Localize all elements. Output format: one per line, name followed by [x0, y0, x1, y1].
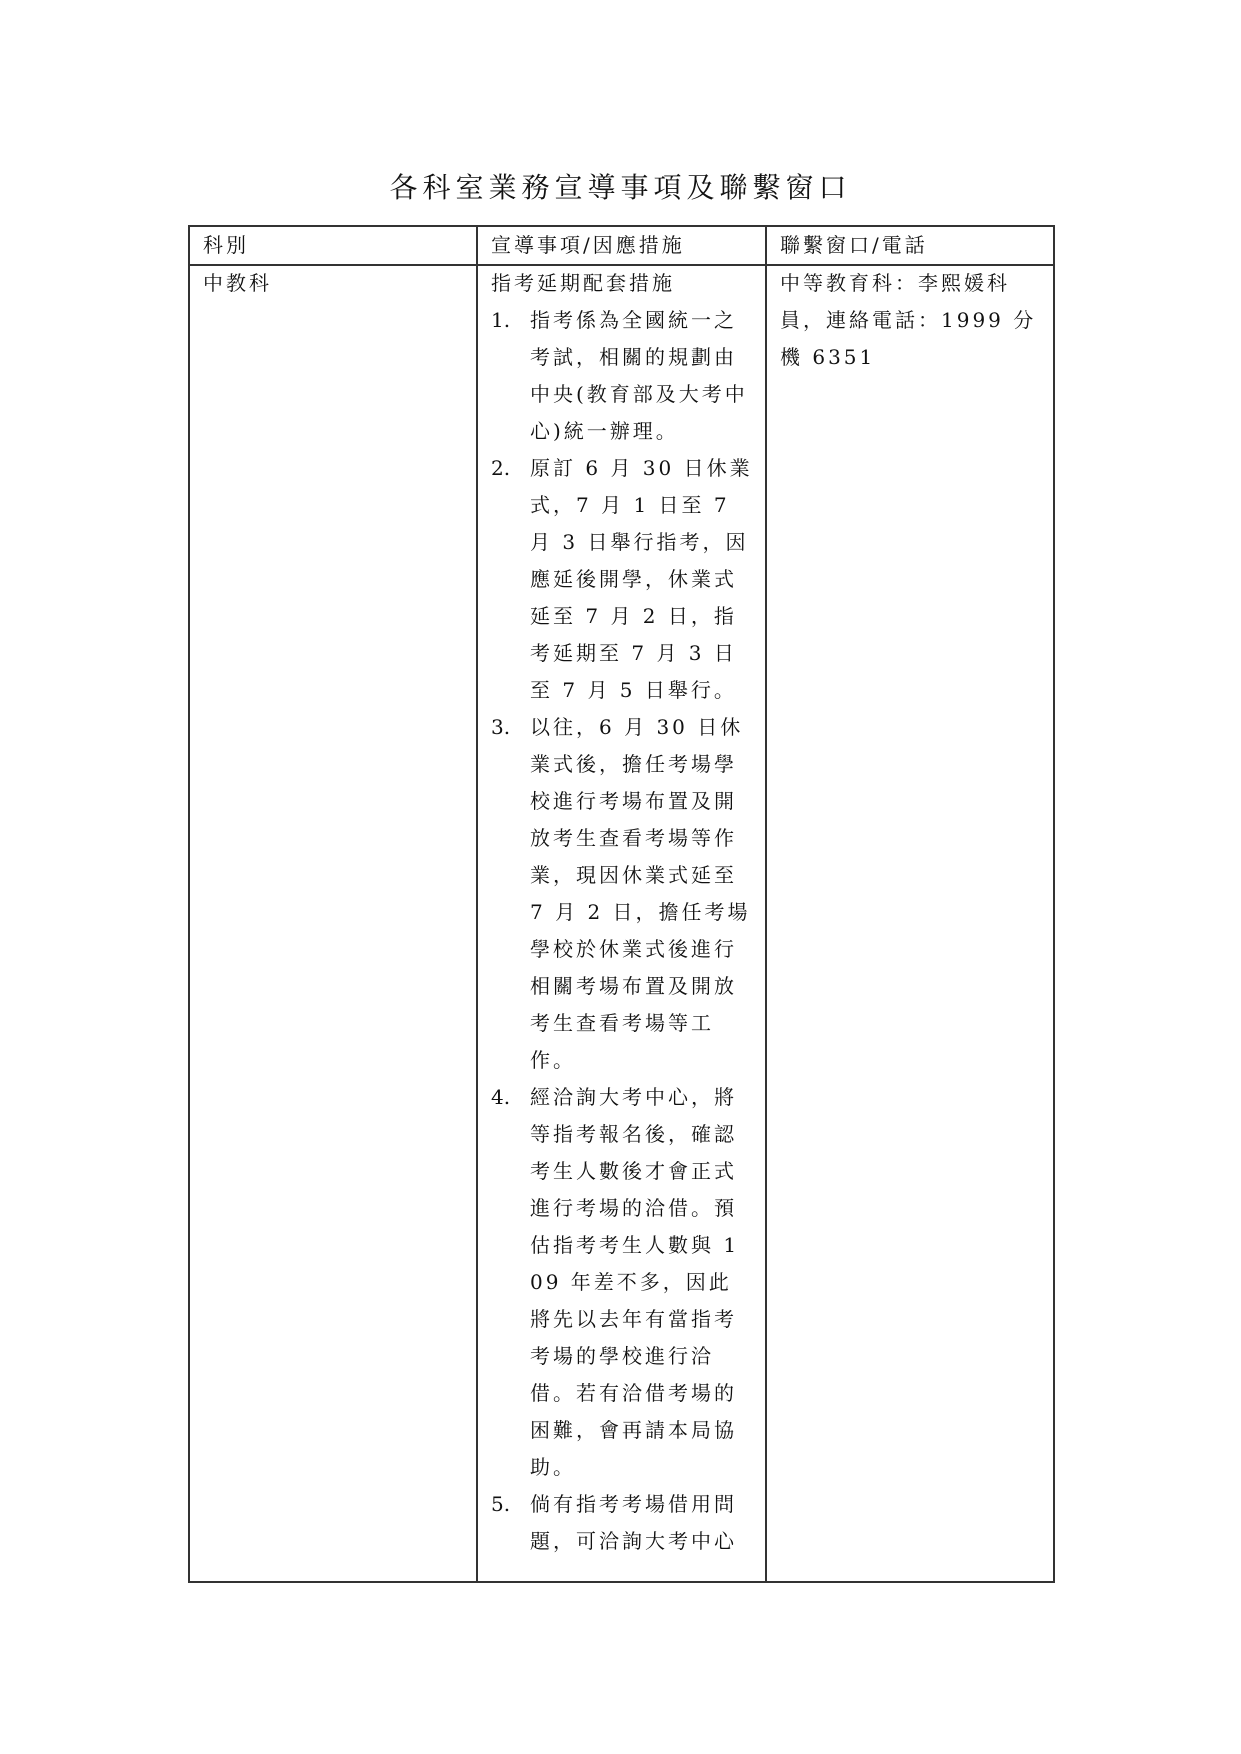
list-item-number: 4.: [491, 1085, 511, 1109]
table-border-bottom: [188, 1581, 1055, 1583]
document-title: 各科室業務宣導事項及聯繫窗口: [389, 171, 852, 204]
table-column-divider-2: [765, 225, 767, 1583]
list-item: [491, 302, 753, 450]
list-item-text: 以往，6 月 30 日休業式後，擔任考場學校進行考場布置及開放考生查看考場等作業，現因休業式延至 7 月 2 日，擔任考場學校於休業式後進行相關考場布置及開放考生查看考場等工作。: [530, 715, 751, 1072]
list-item-text: 原訂 6 月 30 日休業式，7 月 1 日至 7 月 3 日舉行指考，因應延後開學，休業式延至 7 月 2 日，指考延期至 7 月 3 日至 7 月 5 日舉行。: [530, 456, 753, 702]
table-border-right: [1053, 225, 1055, 1583]
list-item: [491, 709, 753, 1079]
list-item: [491, 1079, 753, 1486]
list-item-number: 3.: [491, 715, 511, 739]
table-column-divider-1: [476, 225, 478, 1583]
header-contact: 聯繫窗口/電話: [780, 233, 928, 257]
list-item: [491, 1486, 753, 1560]
header-measures: 宣導事項/因應措施: [491, 233, 685, 257]
table-border-left: [188, 225, 190, 1583]
list-item: [491, 450, 753, 709]
contact-cell: [780, 265, 1044, 376]
header-department: 科別: [203, 233, 249, 257]
measures-title: 指考延期配套措施: [491, 271, 675, 295]
department-cell: 中教科: [203, 271, 272, 295]
contact-info: 中等教育科：李熙媛科員，連絡電話：1999 分機 6351: [780, 271, 1037, 369]
list-item-number: 1.: [491, 308, 511, 332]
list-item-text: 經洽詢大考中心，將等指考報名後，確認考生人數後才會正式進行考場的洽借。預估指考考生人數與 109 年差不多，因此將先以去年有當指考考場的學校進行洽借。若有洽借考場的困難，會再請本局協助。: [530, 1085, 740, 1479]
measures-cell: [491, 265, 761, 1560]
list-item-number: 5.: [491, 1492, 511, 1516]
list-item-number: 2.: [491, 456, 511, 480]
list-item-text: 倘有指考考場借用問題，可洽詢大考中心: [530, 1492, 737, 1553]
list-item-text: 指考係為全國統一之考試，相關的規劃由中央(教育部及大考中心)統一辦理。: [530, 308, 748, 443]
